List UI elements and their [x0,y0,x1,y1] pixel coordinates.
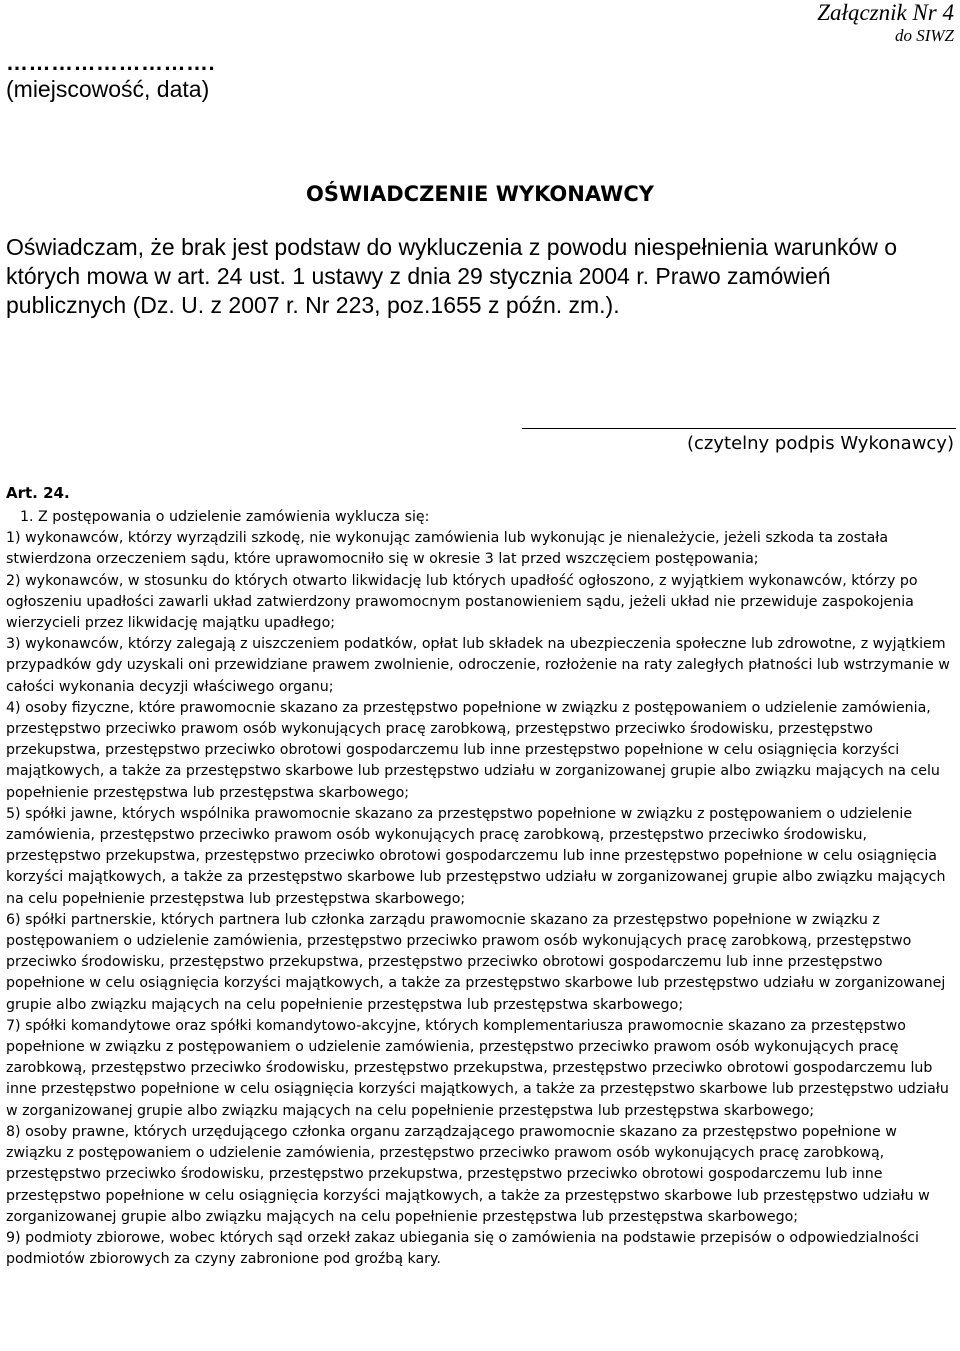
article-intro: 1. Z postępowania o udzielenie zamówienia wyklucza się: [20,509,430,525]
document-title: OŚWIADCZENIE WYKONAWCY [306,182,654,206]
attachment-reference: do SIWZ [894,26,954,45]
place-date-field: ………………………. [6,50,216,75]
signature-label: (czytelny podpis Wykonawcy) [687,433,954,454]
article-item-3: 3) wykonawców, którzy zalegają z uiszczeniem podatków, opłat lub składek na ubezpieczenia społeczne lub zdrowotne, z wyjątkiem przypadków gdy uzyskali oni przewidziane prawem zwolnienie, odroczenie, rozłożenie na raty zaległych płatności lub wstrzymanie w całości wykonania decyzji właściwego organu; [6,636,950,695]
article-item-4: 4) osoby fizyczne, które prawomocnie skazano za przestępstwo popełnione w związku z postępowaniem o udzielenie zamówienia, przestępstwo przeciwko prawom osób wykonujących pracę zarobkową, przestępstwo przeciwko środowisku, przestępstwo przekupstwa, przestępstwo przeciwko obrotowi gospodarczemu lub inne przestępstwo popełnione w celu osiągnięcia korzyści majątkowych, a także za przestępstwo skarbowe lub przestępstwo udziału w zorganizowanej grupie albo związku mających na celu popełnienie przestępstwa lub przestępstwa skarbowego; [6,699,940,801]
article-item-8: 8) osoby prawne, których urzędującego członka organu zarządzającego prawomocnie skazano za przestępstwo popełnione w związku z postępowaniem o udzielenie zamówienia, przestępstwo przeciwko prawom osób wykonujących pracę zarobkową, przestępstwo przeciwko środowisku, przestępstwo przekupstwa, przestępstwo przeciwko obrotowi gospodarczemu lub inne przestępstwo popełnione w celu osiągnięcia korzyści majątkowych, a także za przestępstwo skarbowe lub przestępstwo udziału w zorganizowanej grupie albo związku mających na celu popełnienie przestępstwa lub przestępstwa skarbowego; [6,1123,930,1225]
signature-line [522,428,956,429]
article-heading: Art. 24. [6,484,70,502]
article-item-7: 7) spółki komandytowe oraz spółki komandytowo-akcyjne, których komplementariusza prawomocnie skazano za przestępstwo popełnione w związku z postępowaniem o udzielenie zamówienia, przestępstwo przeciwko prawom osób wykonujących pracę zarobkową, przestępstwo przeciwko środowisku, przestępstwo przekupstwa, przestępstwo przeciwko obrotowi gospodarczemu lub inne przestępstwo popełnione w celu osiągnięcia korzyści majątkowych, a także za przestępstwo skarbowe lub przestępstwo udziału w zorganizowanej grupie albo związku mających na celu popełnienie przestępstwa lub przestępstwa skarbowego; [6,1017,949,1119]
article-item-1: 1) wykonawców, którzy wyrządzili szkodę, nie wykonując zamówienia lub wykonując je nienależycie, jeżeli szkoda ta została stwierdzona orzeczeniem sądu, które uprawomocniło się w okresie 3 lat przed wszczęciem postępowania; [6,530,889,568]
place-date-label: (miejscowość, data) [6,76,210,102]
article-item-6: 6) spółki partnerskie, których partnera lub członka zarządu prawomocnie skazano za przestępstwo popełnione w związku z postępowaniem o udzielenie zamówienia, przestępstwo przeciwko prawom osób wykonujących pracę zarobkową, przestępstwo przeciwko środowisku, przestępstwo przekupstwa, przestępstwo przeciwko obrotowi gospodarczemu lub inne przestępstwo popełnione w celu osiągnięcia korzyści majątkowych, a także za przestępstwo skarbowe lub przestępstwo udziału w zorganizowanej grupie albo związku mających na celu popełnienie przestępstwa lub przestępstwa skarbowego; [6,911,946,1013]
article-body [6,507,956,1270]
declaration-text: Oświadczam, że brak jest podstaw do wykluczenia z powodu niespełnienia warunków o których mowa w art. 24 ust. 1 ustawy z dnia 29 stycznia 2004 r. Prawo zamówień publicznych (Dz. U. z 2007 r. Nr 223, poz.1655 z późn. zm.). [6,234,898,318]
article-item-2: 2) wykonawców, w stosunku do których otwarto likwidację lub których upadłość ogłoszono, z wyjątkiem wykonawców, którzy po ogłoszeniu upadłości zawarli układ zatwierdzony prawomocnym postanowieniem sądu, jeżeli układ nie przewiduje zaspokojenia wierzycieli przez likwidację majątku upadłego; [6,572,918,632]
attachment-number: Załącznik Nr 4 [817,0,954,25]
article-item-5: 5) spółki jawne, których wspólnika prawomocnie skazano za przestępstwo popełnione w związku z postępowaniem o udzielenie zamówienia, przestępstwo przeciwko prawom osób wykonujących pracę zarobkową, przestępstwo przeciwko środowisku, przestępstwo przekupstwa, przestępstwo przeciwko obrotowi gospodarczemu lub inne przestępstwo popełnione w celu osiągnięcia korzyści majątkowych, a także za przestępstwo skarbowe lub przestępstwo udziału w zorganizowanej grupie albo związku mających na celu popełnienie przestępstwa lub przestępstwa skarbowego; [6,805,946,907]
article-item-9: 9) podmioty zbiorowe, wobec których sąd orzekł zakaz ubiegania się o zamówienia na podstawie przepisów o odpowiedzialności podmiotów zbiorowych za czyny zabronione pod groźbą kary. [6,1229,919,1268]
